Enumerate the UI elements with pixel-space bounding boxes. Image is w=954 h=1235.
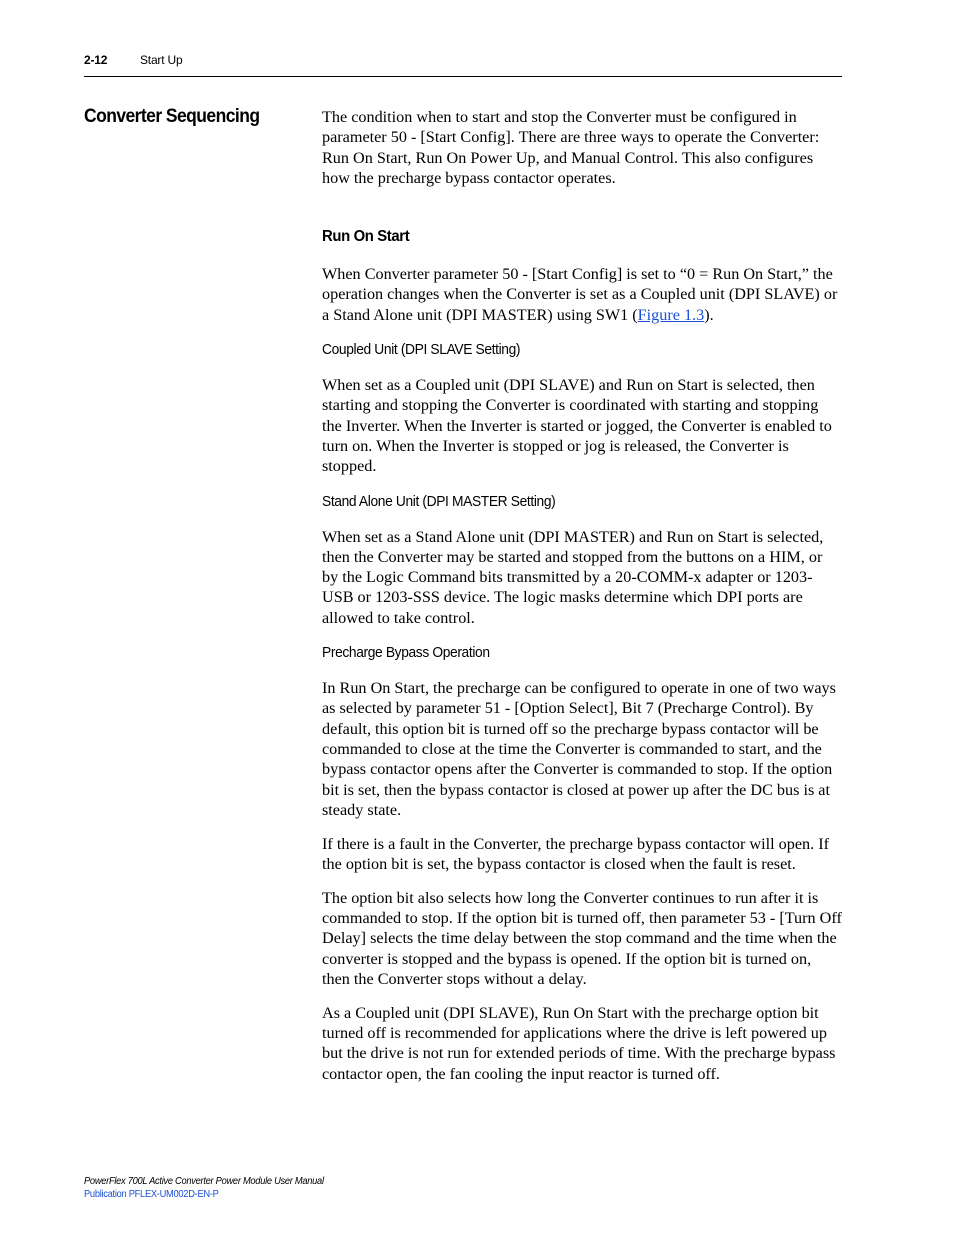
run-on-start-paragraph — [322, 264, 842, 325]
main-content — [322, 107, 842, 1084]
precharge-paragraph: In Run On Start, the precharge can be configured to operate in one of two ways as selected by parameter 51 - [Option Select], Bit 7 (Precharge Control). By default, this option bit is turned off so the precharge bypass contactor will be commanded to close at the time the Converter is commanded to start, and the bypass contactor opens after the Converter is commanded to stop. If the option bit is set, then the bypass contactor is closed at power up after the DC bus is at steady state. — [322, 679, 836, 819]
stand-alone-paragraph: When set as a Stand Alone unit (DPI MASTER) and Run on Start is selected, then the Converter may be started and stopped from the buttons on a HIM, or by the Logic Command bits transmitted by a 20-COMM-x adapter or 1203-USB or 1203-SSS device. The logic masks determine which DPI ports are allowed to take control. — [322, 527, 824, 627]
coupled-unit-heading: Coupled Unit (DPI SLAVE Setting) — [322, 341, 521, 359]
figure-link[interactable]: Figure 1.3 — [637, 305, 705, 324]
intro-paragraph: The condition when to start and stop the Converter must be configured in parameter 50 - [Start Config]. There are three ways to operate the Converter: Run On Start, Run On Power Up, and Manual Control. This also configures how the precharge bypass contactor operates. — [322, 108, 820, 187]
header-section-name: Start Up — [140, 53, 183, 67]
page-header — [84, 52, 842, 77]
precharge-heading: Precharge Bypass Operation — [322, 644, 490, 662]
run-on-start-text: When Converter parameter 50 - [Start Config] is set to “0 = Run On Start,” the operation changes when the Converter is set as a Coupled unit (DPI SLAVE) or a Stand Alone unit (DPI MASTER) using SW1 ( — [322, 265, 838, 324]
coupled-unit-paragraph: When set as a Coupled unit (DPI SLAVE) and Run on Start is selected, then starting and stopping the Converter is coordinated with starting and stopping the Inverter. When the Inverter is started or jogged, the Converter is enabled to turn on. When the Inverter is stopped or jog is released, the Converter is stopped. — [322, 376, 832, 476]
run-on-start-text-end: ). — [704, 305, 714, 324]
precharge-paragraph: The option bit also selects how long the Converter continues to run after it is commanded to stop. If the option bit is turned off, then parameter 53 - [Turn Off Delay] selects the time delay between the stop command and the time when the converter is stopped and the bypass is opened. If the option bit is turned on, then the Converter stops without a delay. — [322, 888, 842, 988]
page-footer — [84, 1175, 324, 1201]
stand-alone-heading: Stand Alone Unit (DPI MASTER Setting) — [322, 492, 556, 510]
precharge-paragraph: As a Coupled unit (DPI SLAVE), Run On Start with the precharge option bit turned off is recommended for applications where the drive is left powered up but the drive is not run for extended periods of time. With the precharge bypass contactor open, the fan cooling the input reactor is turned off. — [322, 1003, 836, 1083]
precharge-paragraph: If there is a fault in the Converter, the precharge bypass contactor will open. If the option bit is set, the bypass contactor is closed when the fault is reset. — [322, 834, 829, 873]
run-on-start-heading: Run On Start — [322, 228, 410, 246]
section-title: Converter Sequencing — [84, 106, 260, 127]
manual-title: PowerFlex 700L Active Converter Power Module User Manual — [84, 1176, 324, 1187]
publication-link[interactable]: Publication PFLEX-UM002D-EN-P — [84, 1189, 219, 1200]
page-number: 2-12 — [84, 53, 108, 67]
